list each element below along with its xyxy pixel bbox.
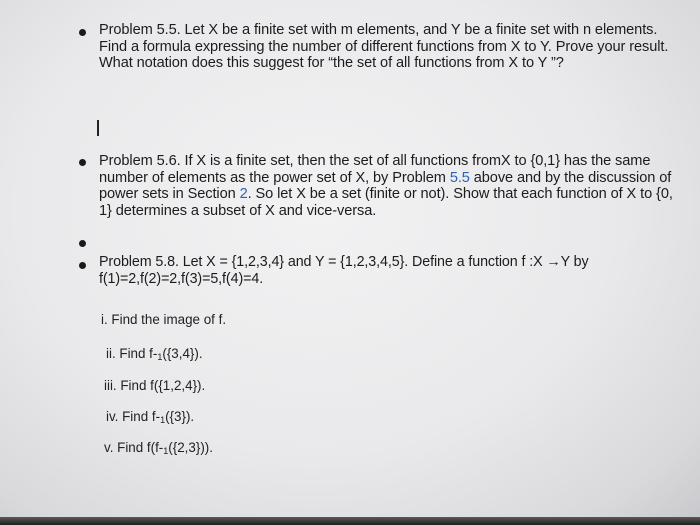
sub-item-i-text: i. Find the image of f. [101, 312, 227, 327]
problem-5-6-body-end: . So let X be a set (finite or not). Show that each function of X to {0, 1} determines a subset of X and vice-versa. [99, 186, 673, 219]
problem-5-6-body-start: Problem 5.6. If X is a finite set, then the set of all functions fromX to {0,1} has the same number of elements as the power set of X, by Problem [99, 153, 651, 186]
sub-item-ii-inverse: 1 [157, 352, 163, 362]
bullet-problem-5-5 [79, 29, 86, 36]
sub-item-iii [104, 378, 205, 394]
sub-item-ii-text-b: ({3,4}). [162, 346, 203, 361]
sub-item-v-text-a: v. Find f(f- [104, 440, 164, 455]
bullet-problem-5-8 [79, 262, 86, 269]
problem-5-5-text [99, 22, 674, 72]
sub-item-iv-text-a: iv. Find f- [106, 409, 161, 424]
bullet-empty [79, 240, 86, 247]
problem-5-8-body: Problem 5.8. Let X = {1,2,3,4} and Y = {1,2,3,4,5}. Define a function f :X →Y by f(1)=2,f(2)=2,f(3)=5,f(4)=4. [99, 254, 589, 287]
sub-item-i [101, 312, 226, 328]
text-cursor [97, 120, 99, 136]
sub-item-v-text-b: ({2,3})). [168, 440, 213, 455]
bullet-problem-5-6 [79, 159, 86, 166]
sub-item-v-inverse: 1 [163, 446, 169, 456]
sub-item-iv-inverse: 1 [160, 415, 166, 425]
screen-bezel [0, 517, 700, 525]
problem-5-5-body: Problem 5.5. Let X be a finite set with m elements, and Y be a finite set with n elements. Find a formula expressing the number of different functions from X to Y. Prove your result. What notation does this suggest for “the set of all functions from X to Y ”? [99, 22, 669, 72]
sub-item-iv-text-b: ({3}). [165, 409, 195, 424]
sub-item-v [104, 440, 213, 459]
problem-5-6-text [99, 153, 674, 219]
sub-item-iv [106, 409, 194, 428]
problem-5-5-link[interactable]: 5.5 [449, 169, 470, 186]
sub-item-ii [106, 346, 203, 365]
sub-item-iii-text: iii. Find f({1,2,4}). [104, 378, 206, 393]
problem-5-6-body-middle: above and by the discussion of power sets in Section [99, 169, 672, 203]
sub-item-ii-text-a: ii. Find f- [106, 346, 158, 361]
section-2-link[interactable]: 2 [239, 186, 248, 203]
problem-5-8-text [99, 254, 674, 287]
